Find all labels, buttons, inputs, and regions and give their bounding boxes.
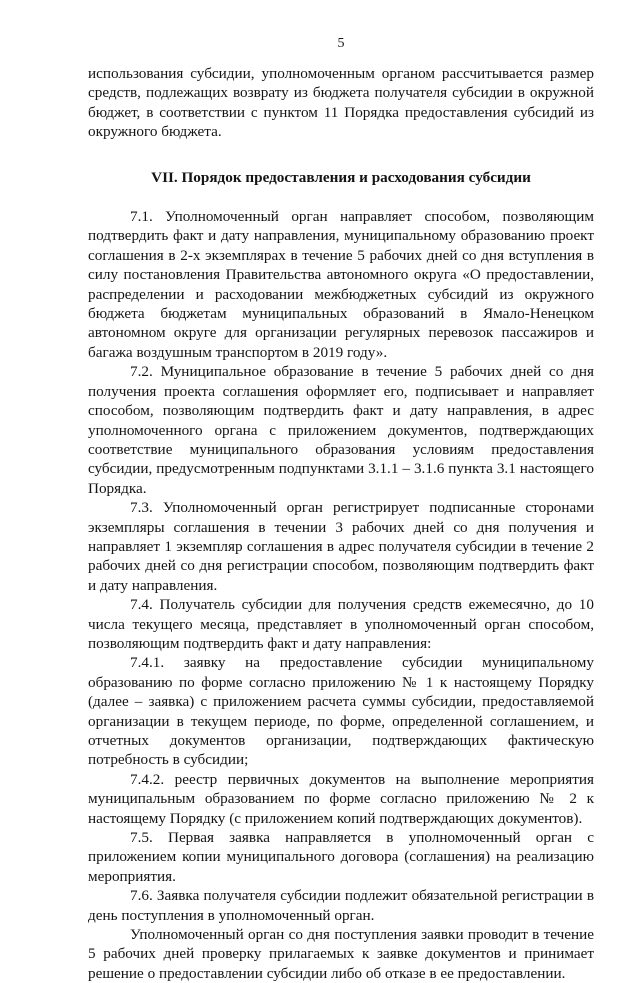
paragraph-review: Уполномоченный орган со дня поступления заявки проводит в течение 5 рабочих дней проверку прилагаемых к заявке документов и принимает решение о предоставлении субсидии либо об отказе в ее предоставлении. bbox=[88, 926, 594, 982]
page-number: 5 bbox=[337, 36, 345, 51]
paragraph-7-6: 7.6. Заявка получателя субсидии подлежит обязательной регистрации в день поступления в уполномоченный орган. bbox=[88, 887, 594, 924]
paragraph-7-5: 7.5. Первая заявка направляется в уполномоченный орган с приложением копии муниципального договора (соглашения) на реализацию мероприятия. bbox=[88, 829, 594, 885]
intro-paragraph: использования субсидии, уполномоченным органом рассчитывается размер средств, подлежащих возврату из бюджета получателя субсидии в окружной бюджет, в соответствии с пунктом 11 Порядка предоставления субсидий из окружного бюджета. bbox=[88, 65, 594, 141]
paragraph-7-2: 7.2. Муниципальное образование в течение 5 рабочих дней со дня получения проекта соглашения оформляет его, подписывает и направляет способом, позволяющим подтвердить факт и дату направления, в адрес уполномоченного органа с приложением документов, подтверждающих соответствие муниципального образования условиям предоставления субсидии, предусмотренным подпунктами 3.1.1 – 3.1.6 пункта 3.1 настоящего Порядка. bbox=[88, 363, 594, 497]
paragraph-7-4-2: 7.4.2. реестр первичных документов на выполнение мероприятия муниципальным образованием по форме согласно приложению № 2 к настоящему Порядку (с приложением копий подтверждающих документов). bbox=[88, 770, 594, 827]
section-title: VII. Порядок предоставления и расходования субсидии bbox=[151, 168, 531, 186]
paragraph-7-4: 7.4. Получатель субсидии для получения средств ежемесячно, до 10 числа текущего месяца, представляет в уполномоченный орган способом, позволяющим подтвердить факт и дату направления: bbox=[88, 596, 594, 652]
paragraph-7-1: 7.1. Уполномоченный орган направляет способом, позволяющим подтвердить факт и дату направления, муниципальному образованию проект соглашения в 2-х экземплярах в течение 5 рабочих дней со дня вступления в силу постановления Правительства автономного округа «О предоставлении, распределении и расходовании межбюджетных субсидий из окружного бюджета бюджетам муниципальных образований в Ямало-Ненецком автономном округе для организации регулярных перевозок пассажиров и багажа воздушным транспортом в 2019 году». bbox=[88, 208, 594, 361]
paragraph-7-3: 7.3. Уполномоченный орган регистрирует подписанные сторонами экземпляры соглашения в течении 3 рабочих дней со дня получения и направляет 1 экземпляр соглашения в адрес получателя субсидии в течение 2 рабочих дней со дня регистрации способом, позволяющим подтвердить факт и дату направления. bbox=[88, 499, 594, 594]
paragraph-7-4-1: 7.4.1. заявку на предоставление субсидии муниципальному образованию по форме согласно приложению № 1 к настоящему Порядку (далее – заявка) с приложением расчета суммы субсидии, предоставляемой организации в текущем периоде, по форме, определенной соглашением, и отчетных документов организации, подтверждающих фактическую потребность в субсидии; bbox=[88, 654, 594, 769]
